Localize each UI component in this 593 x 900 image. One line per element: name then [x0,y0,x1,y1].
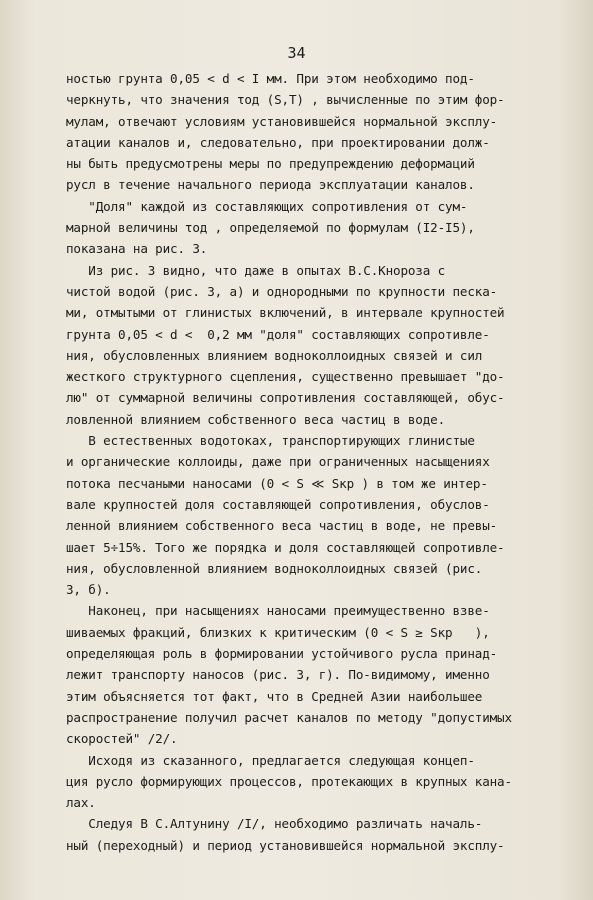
text-line: скоростей" /2/. [66,731,178,747]
text-line: шает 5÷15%. Того же порядка и доля составляющей сопротивле- [66,539,505,555]
text-line: шиваемых фракций, близких к критическим (0 < S ≥ Sкр ), [66,624,490,640]
text-line: ленной влиянием собственного веса частиц в воде, не превы- [66,518,498,534]
text-line: атации каналов и, следовательно, при проектировании долж- [66,134,490,150]
text-line: ми, отмытыми от глинистых включений, в интервале крупностей [66,305,505,321]
text-line: определяющая роль в формировании устойчивого русла принад- [66,646,498,662]
text-line: мулам, отвечают условиям установившейся нормальной эксплу- [66,113,498,129]
text-line: вале крупностей доля составляющей сопротивления, обуслов- [66,496,490,512]
text-line: Наконец, при насыщениях наносами преимущественно взве- [66,603,490,619]
text-line: жесткого структурного сцепления, существенно превышает "до- [66,369,505,385]
text-line: 3, б). [66,582,111,598]
text-line: лю" от суммарной величины сопротивления составляющей, обус- [66,390,505,406]
text-line: показана на рис. 3. [66,241,208,257]
text-line: Из рис. 3 видно, что даже в опытах В.С.Кнороза с [66,262,446,278]
text-line: грунта 0,05 < d < 0,2 мм "доля" составляющих сопротивле- [66,326,490,342]
text-line: этим объясняется тот факт, что в Средней Азии наибольшее [66,688,483,704]
text-line: Исходя из сказанного, предлагается следующая концеп- [66,752,475,768]
text-line: лах. [66,795,96,811]
text-line: Следуя В С.Алтунину /I/, необходимо различать началь- [66,816,483,832]
text-line: ны быть предусмотрены меры по предупреждению деформаций [66,156,475,172]
text-line: черкнуть, что значения τод (S,T) , вычисленные по этим фор- [66,92,505,108]
text-line: и органические коллоиды, даже при ограниченных насыщениях [66,454,490,470]
text-line: чистой водой (рис. 3, а) и однородными по крупности песка- [66,283,498,299]
body-text [66,68,564,856]
text-line: потока песчаными наносами (0 < S ≪ Sкр ) в том же интер- [66,475,488,491]
page-number: 34 [287,44,306,62]
text-line: ный (переходный) и период установившейся нормальной эксплу- [66,837,505,853]
text-line: "Доля" каждой из составляющих сопротивления от сум- [66,198,468,214]
text-line: ния, обусловленной влиянием водноколлоидных связей (рис. [66,560,483,576]
text-line: марной величины τод , определяемой по формулам (I2-I5), [66,220,475,236]
text-line: русл в течение начального периода эксплуатации каналов. [66,177,475,193]
text-line: лежит транспорту наносов (рис. 3, г). По-видимому, именно [66,667,490,683]
text-line: ностью грунта 0,05 < d < I мм. При этом необходимо под- [66,71,475,86]
text-line: ния, обусловленных влиянием водноколлоидных связей и сил [66,347,483,363]
text-line: распространение получил расчет каналов по методу "допустимых [66,709,512,725]
text-line: ция русло формирующих процессов, протекающих в крупных кана- [66,773,512,789]
text-line: ловленной влиянием собственного веса частиц в воде. [66,411,446,427]
text-line: В естественных водотоках, транспортирующих глинистые [66,433,475,449]
